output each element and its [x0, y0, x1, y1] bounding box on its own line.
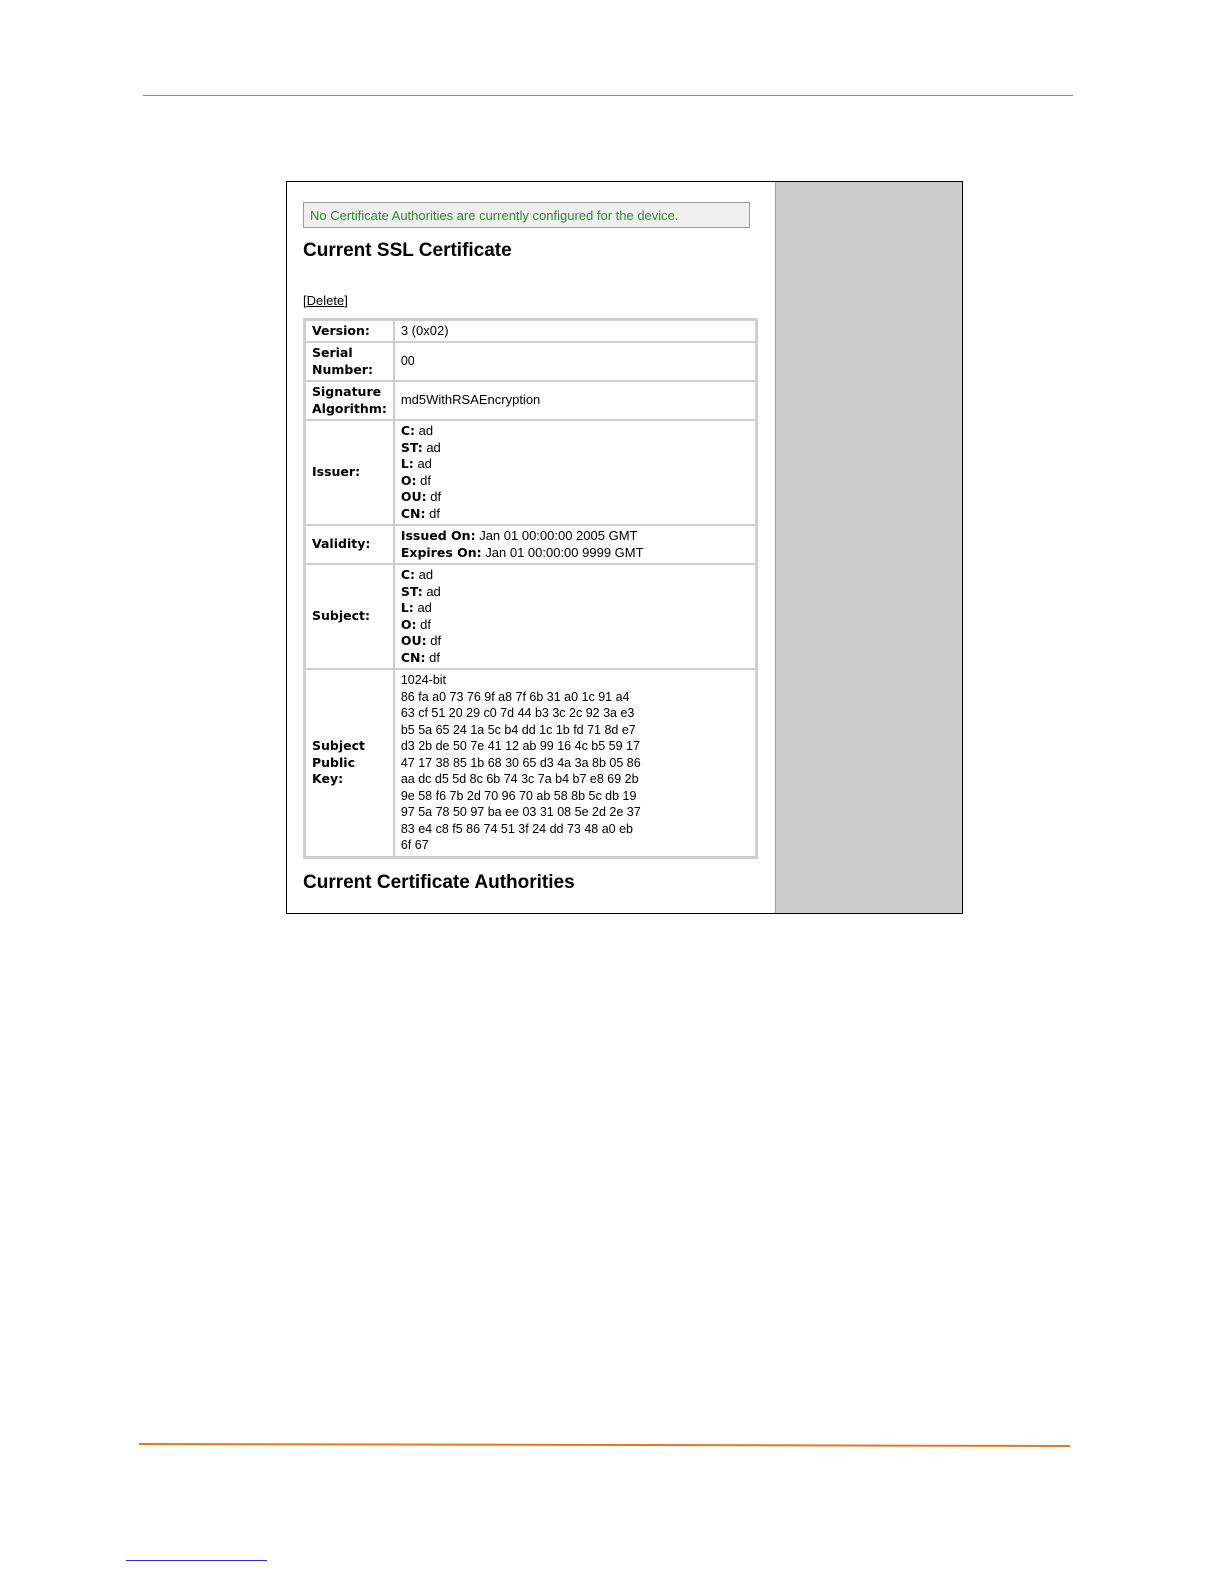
header-rule [143, 95, 1073, 96]
field-value: df [430, 489, 442, 504]
public-key-value [394, 669, 756, 857]
section-heading-ca: Current Certificate Authorities [303, 872, 575, 893]
field-value: df [420, 472, 431, 488]
issuer-field [401, 456, 749, 473]
section-heading-ssl: Current SSL Certificate [303, 240, 512, 261]
delete-link[interactable]: Delete [306, 293, 345, 308]
key-line: 9e 58 f6 7b 2d 70 96 70 ab 58 8b 5c db 19 [400, 788, 637, 803]
subject-field [401, 617, 749, 634]
public-key-label [305, 669, 394, 857]
field-key: L: [400, 600, 414, 615]
issued-on [401, 528, 749, 545]
issued-on-value: Jan 01 00:00:00 2005 GMT [479, 528, 638, 543]
bracket-close: ] [344, 293, 348, 308]
subject-field [401, 633, 749, 650]
signature-label-line1: Signature [312, 384, 382, 399]
key-line: 97 5a 78 50 97 ba ee 03 31 08 5e 2d 2e 37 [400, 805, 641, 820]
bracket-open: [ [303, 293, 307, 308]
field-key: C: [400, 423, 416, 438]
public-key-label-line2: Public [312, 754, 355, 770]
field-key: CN: [400, 649, 426, 665]
key-bits: 1024-bit [400, 673, 447, 688]
field-value: df [420, 616, 431, 632]
field-value: ad [417, 600, 432, 615]
field-key: L: [400, 456, 414, 471]
footer-link-underline [126, 1560, 267, 1561]
field-key: ST: [400, 439, 423, 455]
field-value: ad [426, 439, 441, 455]
signature-label [305, 381, 394, 420]
table-row [305, 381, 756, 420]
issuer-value [394, 420, 756, 525]
key-line: b5 5a 65 24 1a 5c b4 dd 1c 1b fd 71 8d e7 [400, 722, 636, 737]
subject-field [401, 650, 749, 667]
issuer-field [401, 423, 749, 440]
public-key-label-line3: Key: [312, 771, 344, 787]
expires-on-value: Jan 01 00:00:00 9999 GMT [485, 544, 644, 560]
key-line: aa dc d5 5d 8c 6b 74 3c 7a b4 b7 e8 69 2b [400, 772, 639, 787]
footer-rule [139, 1443, 1070, 1447]
table-row [305, 420, 756, 525]
field-value: ad [418, 423, 434, 438]
field-value: ad [418, 567, 434, 582]
table-row [305, 669, 756, 857]
key-line: 83 e4 c8 f5 86 74 51 3f 24 dd 73 48 a0 eb [400, 821, 633, 836]
serial-label [305, 342, 394, 381]
field-value: df [429, 505, 440, 521]
subject-field [401, 584, 749, 601]
field-key: O: [400, 472, 417, 488]
field-value: df [429, 649, 440, 665]
subject-value [394, 564, 756, 669]
table-row [305, 320, 756, 342]
issuer-field [401, 489, 749, 506]
field-value: ad [426, 583, 441, 599]
field-key: ST: [400, 583, 423, 599]
signature-value: md5WithRSAEncryption [394, 381, 756, 420]
table-row [305, 564, 756, 669]
version-value: 3 (0x02) [394, 320, 756, 342]
key-line: 63 cf 51 20 29 c0 7d 44 b3 3c 2c 92 3a e3 [400, 706, 635, 721]
validity-label: Validity: [305, 525, 394, 564]
issuer-field [401, 440, 749, 457]
field-key: CN: [400, 505, 426, 521]
right-sidebar-panel [775, 182, 963, 913]
validity-value [394, 525, 756, 564]
field-key: OU: [400, 489, 427, 504]
key-line: 6f 67 [400, 838, 429, 853]
signature-label-line2: Algorithm: [312, 400, 387, 416]
status-notice: No Certificate Authorities are currently configured for the device. [303, 202, 750, 228]
subject-label: Subject: [305, 564, 394, 669]
field-value: df [430, 633, 442, 648]
issuer-field [401, 506, 749, 523]
field-key: OU: [400, 633, 427, 648]
field-value: ad [417, 456, 432, 471]
serial-value: 00 [394, 342, 756, 381]
key-line: 86 fa a0 73 76 9f a8 7f 6b 31 a0 1c 91 a4 [400, 689, 630, 704]
issuer-field [401, 473, 749, 490]
subject-field [401, 600, 749, 617]
screenshot-frame [286, 181, 963, 914]
expires-on-label: Expires On: [400, 544, 482, 560]
issued-on-label: Issued On: [400, 528, 476, 543]
table-row [305, 525, 756, 564]
delete-link-wrapper [303, 293, 348, 308]
serial-label-line2: Number: [312, 361, 373, 377]
key-line: 47 17 38 85 1b 68 30 65 d3 4a 3a 8b 05 86 [400, 755, 641, 770]
table-row [305, 342, 756, 381]
public-key-label-line1: Subject [312, 738, 365, 754]
version-label: Version: [305, 320, 394, 342]
certificate-table [303, 318, 758, 859]
subject-field [401, 567, 749, 584]
key-line: d3 2b de 50 7e 41 12 ab 99 16 4c b5 59 17 [400, 739, 640, 754]
expires-on [401, 545, 749, 562]
serial-label-line1: Serial [312, 345, 353, 360]
field-key: O: [400, 616, 417, 632]
field-key: C: [400, 567, 416, 582]
issuer-label: Issuer: [305, 420, 394, 525]
